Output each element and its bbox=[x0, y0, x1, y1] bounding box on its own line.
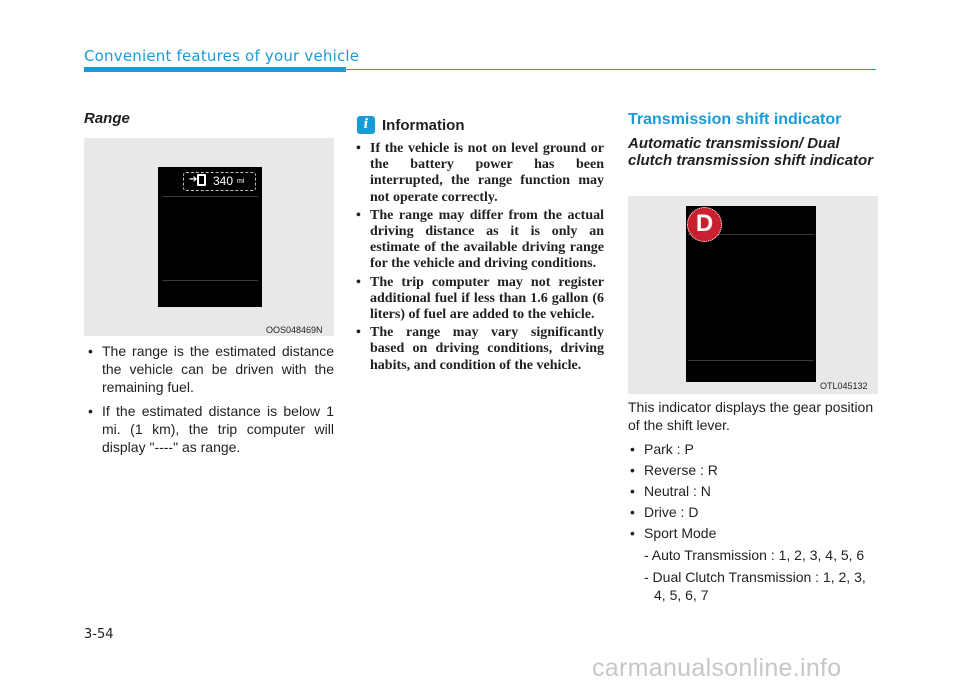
list-item: • The range may differ from the actual driving distance as it is only an estimate of the available driving range for the vehicle and driving conditions. bbox=[356, 207, 604, 272]
section-title: Convenient features of your vehicle bbox=[84, 47, 360, 65]
list-item: • If the estimated distance is below 1 mi. (1 km), the trip computer will display "----" as range. bbox=[88, 403, 334, 455]
list-item: • The range may vary significantly based on driving conditions, driving habits, and condition of the vehicle. bbox=[356, 325, 604, 373]
page-number: 3-54 bbox=[84, 627, 114, 642]
gear-reverse: Reverse : R bbox=[644, 462, 718, 478]
info-bullet-4: The range may vary significantly based on driving conditions, driving habits, and condition of the vehicle. bbox=[370, 325, 604, 373]
range-bullet-1: The range is the estimated distance the vehicle can be driven with the remaining fuel. bbox=[102, 343, 334, 395]
list-item: • The trip computer may not register additional fuel if less than 1.6 gallon (6 liters) of fuel are added to the vehicle. bbox=[356, 274, 604, 323]
list-item: • Reverse : R bbox=[630, 462, 718, 478]
sport-sub-auto: - Auto Transmission : 1, 2, 3, 4, 5, 6 bbox=[644, 547, 865, 563]
list-item: • Sport Mode - Auto Transmission : 1, 2, 3, 4, 5, 6 - Dual Clutch Transmission : 1, 2, 3, 4, 5, 6, 7 bbox=[628, 524, 878, 604]
display-divider bbox=[162, 280, 258, 281]
gear-indicator-badge: D bbox=[687, 207, 722, 242]
list-item: • The range is the estimated distance the vehicle can be driven with the remaining fuel. bbox=[88, 343, 334, 395]
figure-code: OTL045132 bbox=[820, 381, 868, 391]
info-bullet-3: The trip computer may not register additional fuel if less than 1.6 gallon (6 liters) of fuel are added to the vehicle. bbox=[370, 274, 604, 323]
fuel-pump-icon bbox=[197, 174, 206, 186]
gear-park: Park : P bbox=[644, 441, 694, 457]
figure-code: OOS048469N bbox=[266, 325, 323, 335]
transmission-description: This indicator displays the gear position of the shift lever. bbox=[628, 399, 874, 433]
cluster-display bbox=[158, 167, 262, 307]
gear-neutral: Neutral : N bbox=[644, 483, 711, 499]
fuel-door-arrow-icon: ➔ bbox=[189, 174, 198, 185]
range-heading: Range bbox=[84, 110, 130, 127]
info-icon: i bbox=[357, 116, 375, 134]
header-rule bbox=[346, 69, 876, 70]
range-figure bbox=[84, 138, 334, 336]
list-item: • If the vehicle is not on level ground or the battery power has been interrupted, the range function may not operate correctly. bbox=[356, 141, 604, 205]
watermark: carmanualsonline.info bbox=[592, 654, 842, 682]
gear-figure bbox=[628, 196, 878, 394]
info-bullet-2: The range may differ from the actual driving distance as it is only an estimate of the available driving range for the vehicle and driving conditions. bbox=[370, 207, 604, 272]
list-item: • Neutral : N bbox=[630, 483, 711, 499]
range-bullet-2: If the estimated distance is below 1 mi. (1 km), the trip computer will display "----" as range. bbox=[102, 403, 334, 455]
display-divider bbox=[162, 196, 258, 197]
list-item: • Drive : D bbox=[630, 504, 699, 520]
display-divider bbox=[688, 360, 814, 361]
gear-sport-mode: Sport Mode bbox=[644, 525, 717, 541]
list-item: • Park : P bbox=[630, 441, 694, 457]
gear-drive: Drive : D bbox=[644, 504, 699, 520]
transmission-heading: Transmission shift indicator bbox=[628, 111, 842, 128]
range-value: 340 bbox=[213, 174, 234, 188]
range-unit: mi bbox=[237, 178, 245, 185]
info-bullet-1: If the vehicle is not on level ground or the battery power has been interrupted, the range function may not operate correctly. bbox=[370, 141, 604, 205]
header-accent-bar bbox=[84, 67, 346, 72]
info-title: Information bbox=[382, 117, 465, 134]
transmission-subheading: Automatic transmission/ Dual clutch transmission shift indicator bbox=[628, 135, 874, 169]
sport-sub-dct: - Dual Clutch Transmission : 1, 2, 3, 4, 5, 6, 7 bbox=[644, 569, 866, 603]
